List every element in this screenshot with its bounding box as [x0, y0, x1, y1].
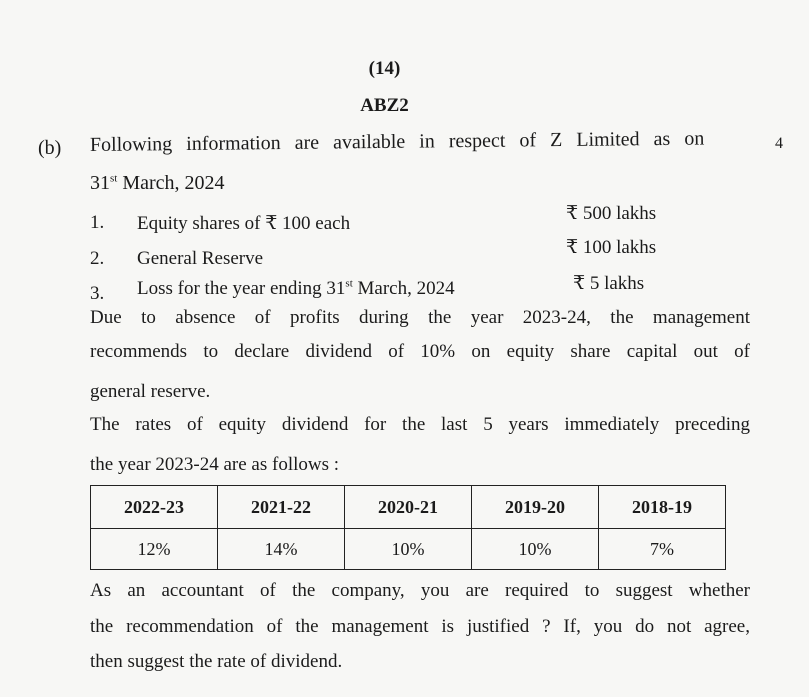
table-cell: 7% — [599, 529, 726, 570]
dividend-rates-table — [90, 485, 726, 570]
item-3-value: ₹ 5 lakhs — [573, 273, 645, 294]
question-marks: 4 — [775, 135, 783, 152]
item-2-value: ₹ 100 lakhs — [566, 237, 657, 258]
intro-line-1: Following information are available in respect of Z Limited as on — [89, 127, 705, 156]
table-header-cell: 2020-21 — [345, 486, 472, 529]
question-part-label: (b) — [38, 137, 62, 159]
item-1-value: ₹ 500 lakhs — [566, 203, 657, 224]
item-3-text-before: Loss for the year ending 31 — [137, 278, 346, 299]
para1-line-3: general reserve. — [90, 381, 211, 402]
table-header-cell: 2018-19 — [599, 486, 726, 529]
item-1-text: Equity shares of ₹ 100 each — [137, 213, 351, 234]
para1-line-2: recommends to declare dividend of 10% on equity share capital out of — [90, 341, 750, 362]
table-row — [91, 529, 726, 570]
date-superscript: st — [110, 172, 118, 185]
item-3-text — [137, 278, 455, 300]
date-rest: March, 2024 — [117, 172, 225, 194]
paper-code: ABZ2 — [360, 95, 409, 116]
para3-line-2: the recommendation of the management is justified ? If, you do not agree, — [90, 616, 750, 637]
item-2-number: 2. — [90, 248, 105, 269]
table-header-cell: 2019-20 — [472, 486, 599, 529]
table-cell: 10% — [472, 529, 599, 570]
item-3-number: 3. — [90, 283, 105, 304]
para3-line-3: then suggest the rate of dividend. — [90, 651, 343, 672]
para1-line-1: Due to absence of profits during the year 2023-24, the management — [90, 307, 750, 328]
item-1-number: 1. — [90, 212, 105, 233]
table-cell: 12% — [91, 529, 218, 570]
item-3-text-after: March, 2024 — [352, 278, 455, 299]
table-cell: 10% — [345, 529, 472, 570]
table-cell: 14% — [218, 529, 345, 570]
item-3-superscript: st — [345, 277, 353, 290]
intro-date-line — [90, 172, 225, 195]
para2-line-2: the year 2023-24 are as follows : — [90, 454, 340, 475]
para2-line-1: The rates of equity dividend for the last 5 years immediately preceding — [90, 414, 750, 435]
item-2-text: General Reserve — [137, 248, 264, 269]
page-number: (14) — [368, 58, 401, 79]
table-header-row — [91, 486, 726, 529]
table-header-cell: 2021-22 — [218, 486, 345, 529]
date-day: 31 — [90, 172, 110, 194]
table-header-cell: 2022-23 — [91, 486, 218, 529]
para3-line-1: As an accountant of the company, you are required to suggest whether — [90, 580, 750, 601]
